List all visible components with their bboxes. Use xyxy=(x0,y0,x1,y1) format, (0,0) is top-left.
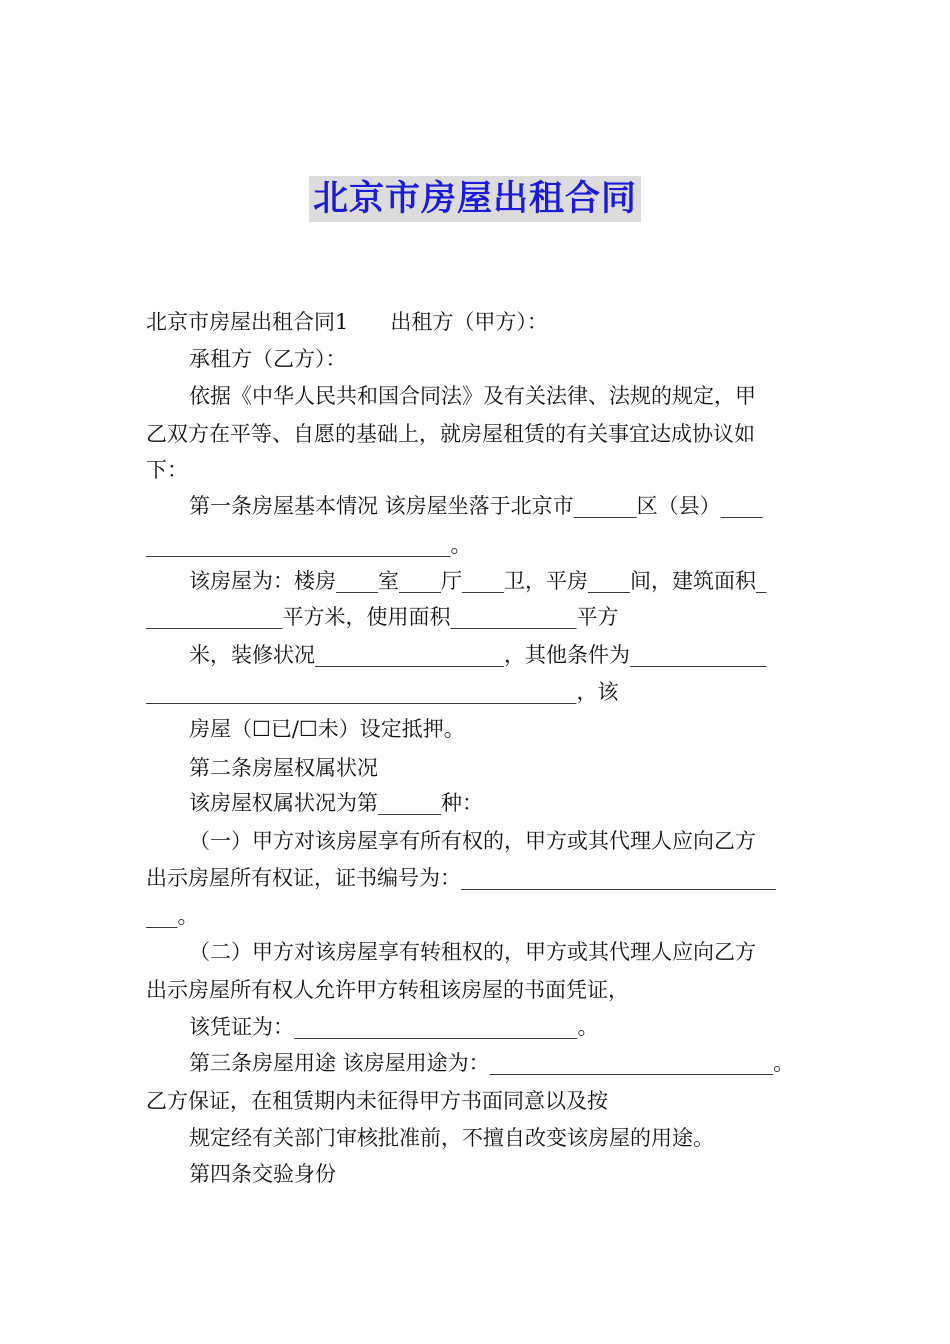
document-title xyxy=(0,176,950,222)
article-2-item-2-line-1: （二）甲方对该房屋享有转租权的，甲方或其代理人应向乙方 xyxy=(189,940,756,964)
article-2-item-1-line-3: ___。 xyxy=(146,904,199,928)
document-title-text: 北京市房屋出租合同 xyxy=(309,176,641,222)
article-2-item-1-line-1: （一）甲方对该房屋享有所有权的，甲方或其代理人应向乙方 xyxy=(189,829,756,853)
article-1-line-4: _____________平方米，使用面积____________平方 xyxy=(146,605,619,629)
preamble-line-1: 依据《中华人民共和国合同法》及有关法律、法规的规定，甲 xyxy=(189,384,756,408)
article-1-line-3: 该房屋为：楼房____室____厅____卫，平房____间，建筑面积_ xyxy=(189,569,767,593)
preamble-line-3: 下： xyxy=(146,458,188,482)
article-2-heading: 第二条房屋权属状况 xyxy=(189,756,378,780)
article-2-item-2-line-2: 出示房屋所有权人允许甲方转租该房屋的书面凭证， xyxy=(146,978,629,1002)
article-3-line-2: 乙方保证，在租赁期内未征得甲方书面同意以及按 xyxy=(146,1089,608,1113)
lessee-line: 承租方（乙方）： xyxy=(189,347,347,371)
article-1-line-6: _________________________________________，该 xyxy=(146,680,619,704)
intro-line: 北京市房屋出租合同1 出租方（甲方）： xyxy=(146,310,548,334)
article-1-line-7: 房屋（☐已/☐未）设定抵押。 xyxy=(189,717,465,741)
article-3-line-3: 规定经有关部门审核批准前，不擅自改变该房屋的用途。 xyxy=(189,1126,714,1150)
article-2-item-1-line-2: 出示房屋所有权证，证书编号为：______________________________ xyxy=(146,866,776,890)
preamble-line-2: 乙双方在平等、自愿的基础上，就房屋租赁的有关事宜达成协议如 xyxy=(146,422,755,446)
article-1-line-5: 米，装修状况__________________，其他条件为_____________ xyxy=(189,643,767,667)
article-3-line-1: 第三条房屋用途 该房屋用途为：___________________________。 xyxy=(189,1051,795,1075)
article-2-item-2-line-3: 该凭证为：___________________________。 xyxy=(189,1015,599,1039)
article-1-line-1: 第一条房屋基本情况 该房屋坐落于北京市______区（县）____ xyxy=(189,494,763,518)
article-4-heading: 第四条交验身份 xyxy=(189,1162,336,1186)
article-2-line-1: 该房屋权属状况为第______种： xyxy=(189,791,483,815)
article-1-line-2: _____________________________。 xyxy=(146,533,472,557)
